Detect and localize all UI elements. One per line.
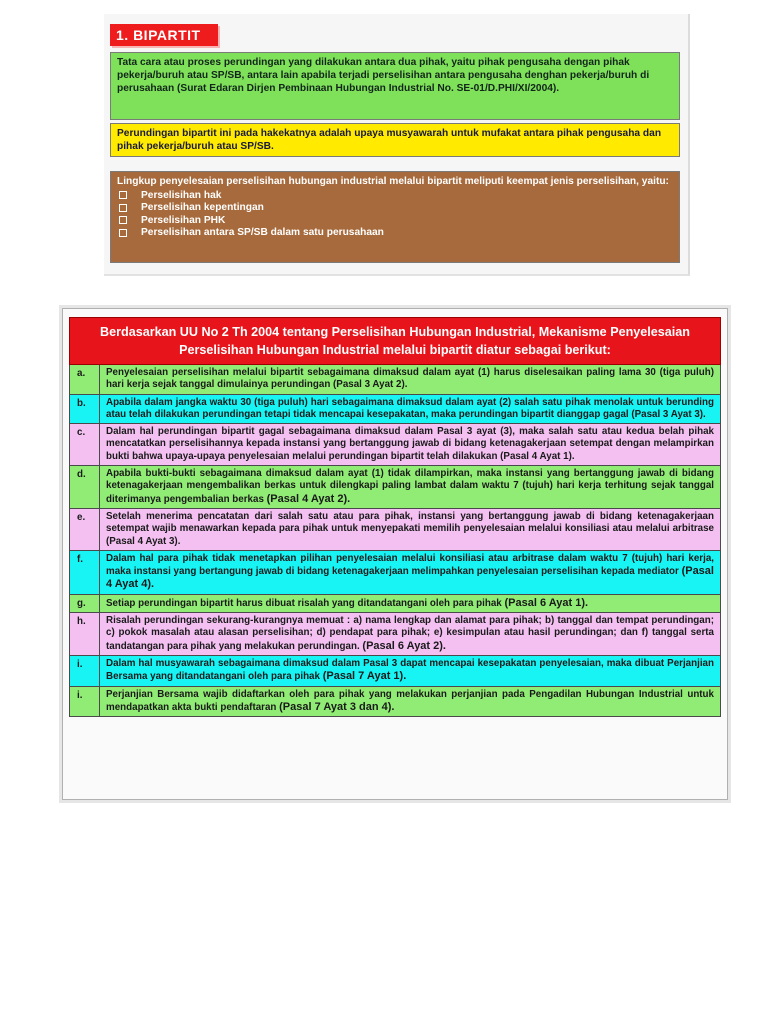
row-text-body: Penyelesaian perselisihan melalui bipartit sebagaimana dimaksud dalam ayat (1) harus diselesaikan paling lama 30 (tiga puluh) hari kerja sejak tanggal dimulainya perundingan (Pasal 3 Ayat 2).: [106, 367, 714, 391]
scope-item-label: Perselisihan antara SP/SB dalam satu perusahaan: [141, 227, 384, 239]
table-row: [69, 551, 721, 595]
row-reference: (Pasal 4 Ayat 4).: [106, 565, 714, 591]
mechanism-header: Berdasarkan UU No 2 Th 2004 tentang Perselisihan Hubungan Industrial, Mekanisme Penyelesaian Perselisihan Hubungan Industrial melalui bipartit diatur sebagai berikut:: [69, 317, 721, 365]
scope-intro: Lingkup penyelesaian perselisihan hubungan industrial melalui bipartit meliputi keempat jenis perselisihan, yaitu:: [117, 176, 669, 187]
mechanism-panel: [62, 308, 728, 800]
row-text: [100, 424, 720, 465]
row-text: [100, 687, 720, 717]
row-text-body: Dalam hal perundingan bipartit gagal sebagaimana dimaksud dalam Pasal 3 ayat (3), maka salah satu atau kedua belah pihak mencatatkan perselisihannya kepada instansi yang bertanggung jawab di bidang ketenagakerjaan setempat dengan melampirkan bukti bahwa upaya-upaya penyelesaian melalui perundingan bipartit telah dilakukan (Pasal 4 Ayat 1).: [106, 426, 714, 462]
scope-box: [110, 171, 680, 263]
row-letter: h.: [70, 613, 100, 655]
row-text: [100, 466, 720, 508]
row-letter: d.: [70, 466, 100, 508]
scope-item-label: Perselisihan kepentingan: [141, 202, 264, 214]
row-text-body: Setelah menerima pencatatan dari salah satu atau para pihak, instansi yang bertanggung jawab di bidang ketenagakerjaan setempat wajib menawarkan kepada para pihak untuk menyepakati memilih penyelesaian melalui konsiliasi atau melalui arbitrase (Pasal 4 Ayat 3).: [106, 510, 714, 547]
row-letter: a.: [70, 365, 100, 394]
definition-box: Tata cara atau proses perundingan yang dilakukan antara dua pihak, yaitu pihak pengusaha dengan pihak pekerja/buruh atau SP/SB, antara lain apabila terjadi perselisihan antara pengusaha denghan pekerja/buruh di perusahaan (Surat Edaran Dirjen Pembinaan Hubungan Industrial No. SE-01/D.PHI/XI/2004).: [110, 52, 680, 120]
row-text: [100, 551, 720, 594]
row-reference: (Pasal 6 Ayat 1).: [504, 596, 589, 609]
row-reference: (Pasal 6 Ayat 2).: [362, 639, 446, 652]
section-title: 1. BIPARTIT: [110, 24, 218, 46]
row-letter: f.: [70, 551, 100, 594]
checkbox-icon: [119, 191, 127, 199]
mechanism-table: [69, 365, 721, 717]
row-letter: e.: [70, 509, 100, 550]
scope-item: [117, 189, 673, 202]
table-row: [69, 395, 721, 425]
table-row: [69, 613, 721, 656]
row-text-body: Risalah perundingan sekurang-kurangnya memuat : a) nama lengkap dan alamat para pihak; b) tanggal dan tempat perundingan; c) pokok masalah atau alasan perselisihan; d) pendapat para pihak; e) kesimpulan atau hasil perundingan; dan f) tanggal serta tandatangan para pihak yang melakukan perundingan.: [106, 615, 714, 652]
row-text: [100, 656, 720, 686]
row-text-body: Dalam hal musyawarah sebagaimana dimaksud dalam Pasal 3 dapat mencapai kesepakatan penyelesaian, maka dibuat Perjanjian Bersama yang ditandatangani oleh para pihak: [106, 657, 714, 683]
row-letter: i.: [70, 687, 100, 717]
row-reference: (Pasal 7 Ayat 1).: [322, 670, 407, 683]
table-row: [69, 656, 721, 687]
bipartit-panel: [104, 14, 690, 276]
table-row: [69, 365, 721, 395]
row-text: [100, 509, 720, 550]
scope-item-label: Perselisihan PHK: [141, 214, 226, 226]
row-text-body: Apabila dalam jangka waktu 30 (tiga puluh) hari sebagaimana dimaksud dalam ayat (2) salah satu pihak menolak untuk berunding atau telah dilakukan perundingan tetapi tidak mencapai kesepakatan, maka perundingan bipartit dianggap gagal (Pasal 3 Ayat 3).: [106, 396, 714, 420]
checkbox-icon: [119, 216, 127, 224]
row-text: [100, 395, 720, 424]
row-text-body: Perjanjian Bersama wajib didaftarkan oleh para pihak yang melakukan perjanjian pada Pengadilan Hubungan Industrial untuk mendapatkan akta bukti pendaftaran: [106, 688, 714, 713]
row-reference: (Pasal 4 Ayat 2).: [266, 492, 351, 505]
row-text: [100, 365, 720, 394]
table-row: [69, 687, 721, 718]
row-reference: (Pasal 7 Ayat 3 dan 4).: [279, 700, 395, 713]
row-letter: b.: [70, 395, 100, 424]
row-letter: c.: [70, 424, 100, 465]
row-text: [100, 595, 720, 612]
row-text-body: Dalam hal para pihak tidak menetapkan pilihan penyelesaian melalui konsiliasi atau arbitrase dalam waktu 7 (tujuh) hari kerja, maka instansi yang bertangung jawab di bidang ketenagakerjaan melimpahkan penyelesaian perselisihan kepada mediator: [106, 552, 714, 578]
table-row: [69, 424, 721, 466]
checkbox-icon: [119, 229, 127, 237]
row-letter: g.: [70, 595, 100, 612]
table-row: [69, 466, 721, 509]
scope-item-label: Perselisihan hak: [141, 189, 222, 201]
table-row: [69, 595, 721, 613]
essence-box: Perundingan bipartit ini pada hakekatnya adalah upaya musyawarah untuk mufakat antara pihak pengusaha dan pihak pekerja/buruh atau SP/SB.: [110, 123, 680, 157]
row-text-body: Setiap perundingan bipartit harus dibuat risalah yang ditandatangani oleh para pihak: [106, 597, 502, 609]
checkbox-icon: [119, 204, 127, 212]
scope-item: [117, 202, 673, 215]
scope-item: [117, 214, 673, 227]
row-text-body: Apabila bukti-bukti sebagaimana dimaksud dalam ayat (1) tidak dilampirkan, maka instansi yang bertanggung jawab di bidang ketenagakerjaan mengembalikan berkas untuk dilengkapi paling lambat dalam waktu 7 (tujuh) hari kerja terhitung sejak tanggal diterimanya pengembalian berkas: [106, 468, 714, 505]
row-text: [100, 613, 720, 655]
table-row: [69, 509, 721, 551]
scope-item: [117, 227, 673, 240]
scope-list: [117, 189, 673, 239]
row-letter: i.: [70, 656, 100, 686]
